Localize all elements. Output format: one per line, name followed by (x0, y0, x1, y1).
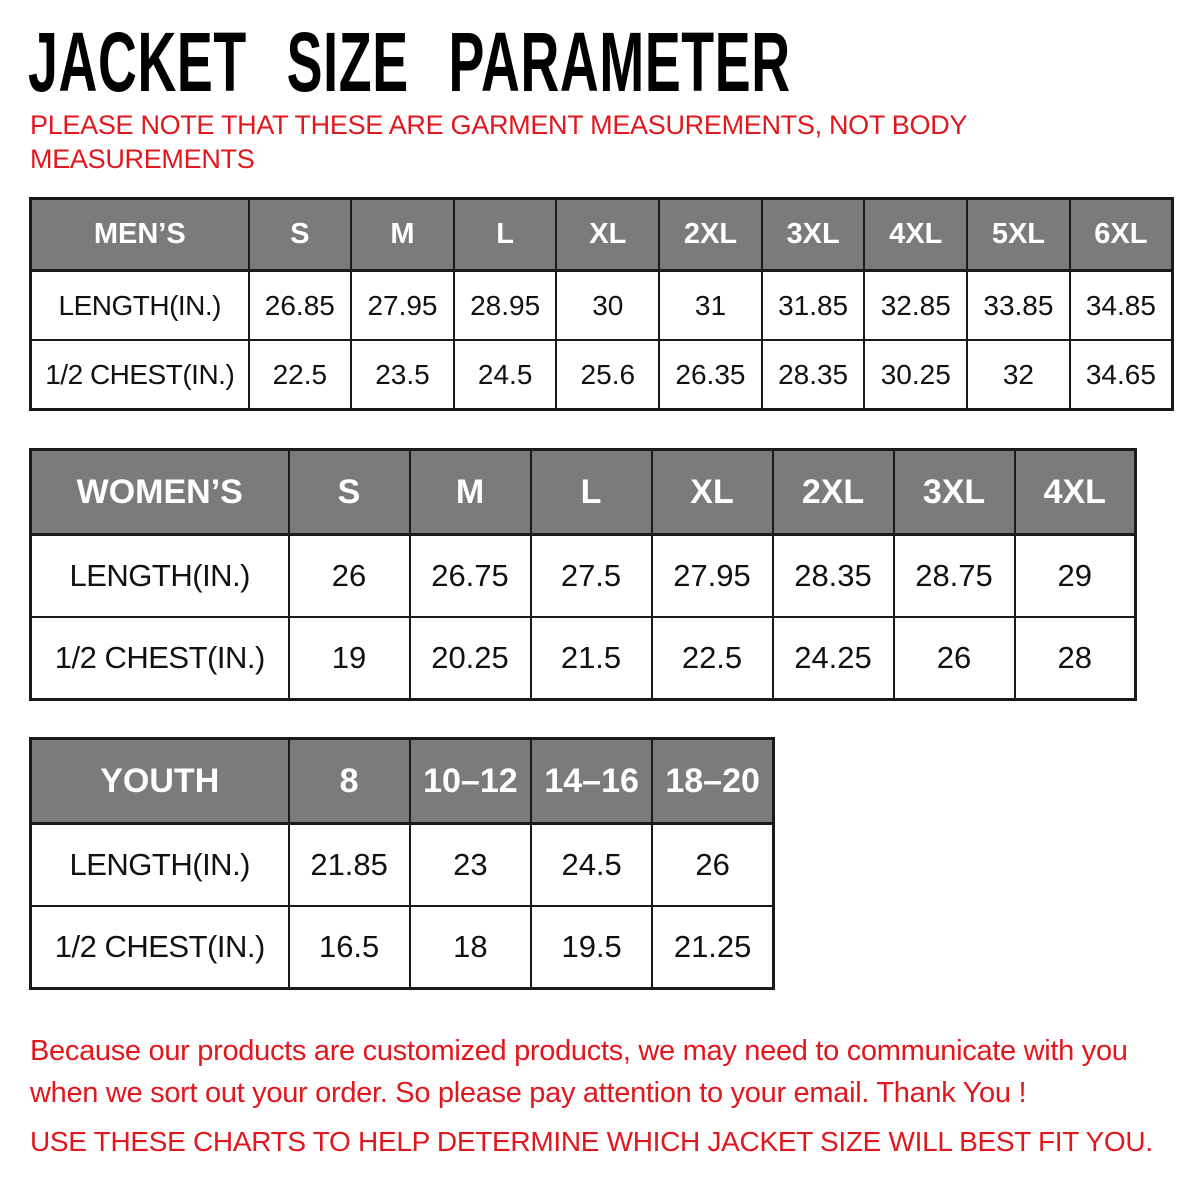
mens-header-row (31, 199, 1173, 271)
size-value-cell: 26 (894, 617, 1015, 700)
size-value-cell: 32.85 (864, 271, 967, 341)
youth-table-title: YOUTH (31, 739, 289, 824)
note-line-1: PLEASE NOTE THAT THESE ARE GARMENT MEASUREMENTS, NOT BODY (30, 110, 968, 140)
row-label: LENGTH(IN.) (31, 824, 289, 907)
size-header-cell: S (289, 450, 410, 535)
size-header-cell: 2XL (659, 199, 762, 271)
mens-length-row (31, 271, 1173, 341)
size-header-cell: 3XL (894, 450, 1015, 535)
size-value-cell: 30.25 (864, 340, 967, 410)
size-header-cell: 2XL (773, 450, 894, 535)
size-value-cell: 33.85 (967, 271, 1070, 341)
size-value-cell: 23 (410, 824, 531, 907)
size-value-cell: 32 (967, 340, 1070, 410)
size-header-cell: L (531, 450, 652, 535)
size-value-cell: 30 (556, 271, 659, 341)
size-header-cell: L (454, 199, 557, 271)
size-value-cell: 28.75 (894, 535, 1015, 618)
size-value-cell: 20.25 (410, 617, 531, 700)
size-value-cell: 24.25 (773, 617, 894, 700)
size-value-cell: 24.5 (531, 824, 652, 907)
customization-notice-line-2: when we sort out your order. So please pay attention to your email. Thank You ! (30, 1077, 1027, 1109)
womens-header-row (31, 450, 1136, 535)
youth-header-row (31, 739, 774, 824)
size-value-cell: 26 (652, 824, 773, 907)
size-header-cell: XL (652, 450, 773, 535)
size-value-cell: 25.6 (556, 340, 659, 410)
size-value-cell: 19.5 (531, 906, 652, 989)
size-value-cell: 16.5 (289, 906, 410, 989)
row-label: LENGTH(IN.) (31, 535, 289, 618)
row-label: LENGTH(IN.) (31, 271, 249, 341)
note-line-2: MEASUREMENTS (30, 144, 255, 174)
size-value-cell: 27.5 (531, 535, 652, 618)
size-value-cell: 23.5 (351, 340, 454, 410)
row-label: 1/2 CHEST(IN.) (31, 340, 249, 410)
size-value-cell: 27.95 (652, 535, 773, 618)
size-value-cell: 21.25 (652, 906, 773, 989)
mens-table-title: MEN’S (31, 199, 249, 271)
size-value-cell: 22.5 (249, 340, 352, 410)
page-title: JACKET SIZE PARAMETER (28, 15, 791, 109)
size-header-cell: 4XL (1015, 450, 1136, 535)
size-header-cell: 10–12 (410, 739, 531, 824)
size-value-cell: 18 (410, 906, 531, 989)
customization-notice-line-1: Because our products are customized products, we may need to communicate with you (30, 1035, 1128, 1067)
garment-measurement-note (30, 108, 967, 176)
customization-notice (30, 1030, 1128, 1114)
youth-size-table (29, 737, 775, 990)
size-header-cell: XL (556, 199, 659, 271)
size-header-cell: M (410, 450, 531, 535)
size-value-cell: 28.35 (773, 535, 894, 618)
mens-size-table (29, 197, 1174, 411)
size-value-cell: 26.85 (249, 271, 352, 341)
size-value-cell: 22.5 (652, 617, 773, 700)
size-value-cell: 34.65 (1070, 340, 1173, 410)
size-value-cell: 26 (289, 535, 410, 618)
womens-size-table (29, 448, 1137, 701)
mens-chest-row (31, 340, 1173, 410)
womens-table-title: WOMEN’S (31, 450, 289, 535)
size-value-cell: 28.35 (762, 340, 865, 410)
size-value-cell: 34.85 (1070, 271, 1173, 341)
size-value-cell: 31 (659, 271, 762, 341)
size-header-cell: 14–16 (531, 739, 652, 824)
size-value-cell: 31.85 (762, 271, 865, 341)
size-value-cell: 29 (1015, 535, 1136, 618)
size-value-cell: 19 (289, 617, 410, 700)
womens-length-row (31, 535, 1136, 618)
size-header-cell: 6XL (1070, 199, 1173, 271)
youth-chest-row (31, 906, 774, 989)
size-header-cell: 4XL (864, 199, 967, 271)
size-header-cell: 18–20 (652, 739, 773, 824)
size-header-cell: M (351, 199, 454, 271)
womens-chest-row (31, 617, 1136, 700)
size-header-cell: 5XL (967, 199, 1070, 271)
size-value-cell: 21.5 (531, 617, 652, 700)
chart-usage-advice: USE THESE CHARTS TO HELP DETERMINE WHICH JACKET SIZE WILL BEST FIT YOU. (30, 1126, 1153, 1157)
size-value-cell: 27.95 (351, 271, 454, 341)
youth-length-row (31, 824, 774, 907)
row-label: 1/2 CHEST(IN.) (31, 617, 289, 700)
size-header-cell: S (249, 199, 352, 271)
row-label: 1/2 CHEST(IN.) (31, 906, 289, 989)
size-header-cell: 3XL (762, 199, 865, 271)
size-value-cell: 26.75 (410, 535, 531, 618)
size-value-cell: 26.35 (659, 340, 762, 410)
size-value-cell: 21.85 (289, 824, 410, 907)
size-value-cell: 24.5 (454, 340, 557, 410)
size-value-cell: 28 (1015, 617, 1136, 700)
size-header-cell: 8 (289, 739, 410, 824)
size-value-cell: 28.95 (454, 271, 557, 341)
